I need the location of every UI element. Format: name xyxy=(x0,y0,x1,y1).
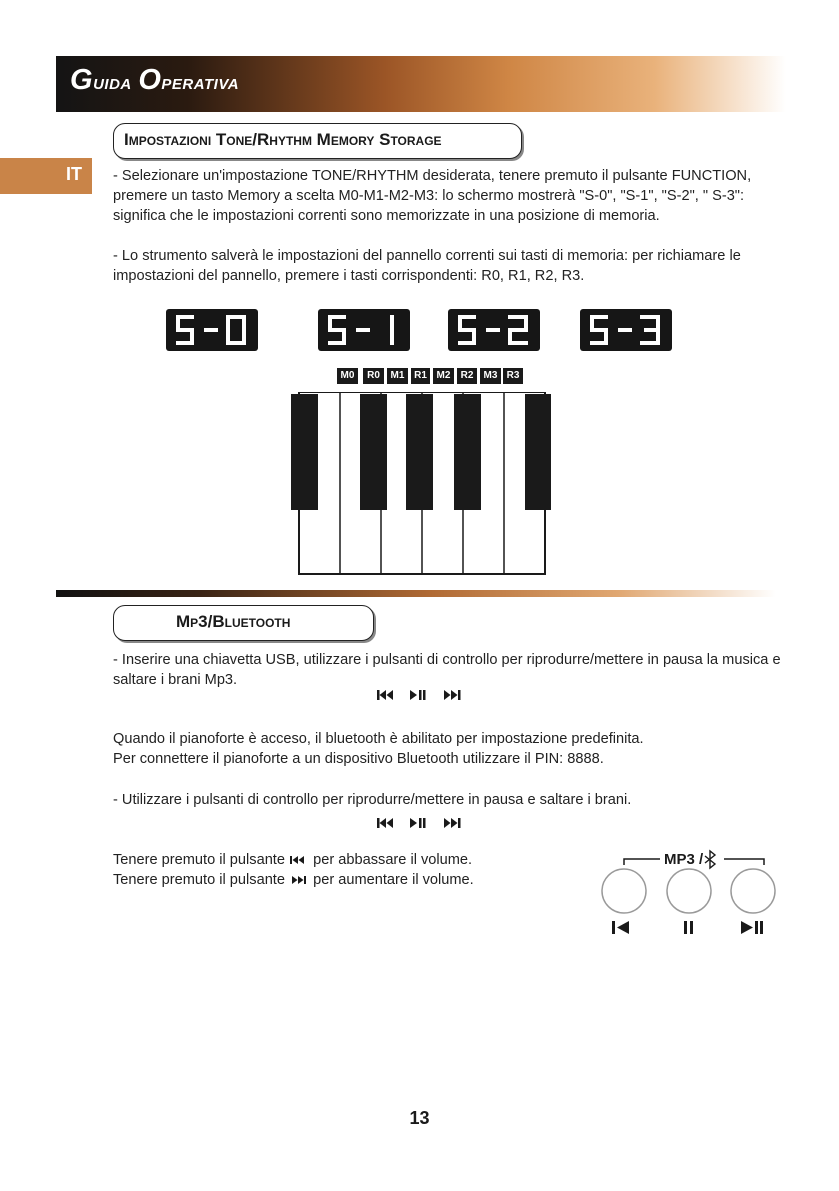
mp3-panel-graphic xyxy=(600,845,780,945)
header-bar xyxy=(56,56,786,112)
section-divider xyxy=(56,590,776,597)
lcd-display-s2 xyxy=(448,309,540,351)
memory-label-r1: R1 xyxy=(411,368,430,384)
memory-label-r3: R3 xyxy=(503,368,523,384)
play-pause-icon xyxy=(410,690,426,700)
play-pause-icon xyxy=(410,818,426,828)
next-track-icon xyxy=(741,921,763,934)
mp3-bluetooth-panel xyxy=(600,845,780,945)
pause-icon xyxy=(684,921,693,934)
piano-keyboard xyxy=(289,392,553,578)
title-initial-2: O xyxy=(138,64,162,96)
volume-up-suffix: per aumentare il volume. xyxy=(313,872,474,888)
section-title-memory-storage xyxy=(113,123,522,159)
mp3-paragraph-3: - Utilizzare i pulsanti di controllo per riprodurre/mettere in pausa e saltare i brani. xyxy=(113,792,632,808)
memory-label-m0: M0 xyxy=(337,368,358,384)
memory-label-m3: M3 xyxy=(480,368,501,384)
bluetooth-icon xyxy=(705,851,715,868)
volume-down-suffix: per abbassare il volume. xyxy=(313,852,473,868)
control-icons-row-2 xyxy=(376,815,466,831)
play-pause-button[interactable] xyxy=(667,869,711,913)
memory-paragraph-2: - Lo strumento salverà le impostazioni del pannello correnti sui tasti di memoria: per richiamare le impostazioni del pannello, premere i tasti corrispondenti: R0, R1, R2, R3. xyxy=(113,248,741,284)
next-track-button[interactable] xyxy=(731,869,775,913)
bluetooth-line-1: Quando il pianoforte è acceso, il bluetooth è abilitato per impostazione predefinita. xyxy=(113,731,644,747)
language-tab-label: IT xyxy=(66,164,82,184)
previous-track-icon xyxy=(377,818,393,828)
lcd-display-s0 xyxy=(166,309,258,351)
lcd-display-s3 xyxy=(580,309,672,351)
next-track-icon xyxy=(289,874,309,886)
section-title-mp3-bluetooth xyxy=(113,605,374,641)
next-track-icon xyxy=(444,818,461,828)
title-initial-1: G xyxy=(70,64,94,96)
lcd-display-s1 xyxy=(318,309,410,351)
previous-track-button[interactable] xyxy=(602,869,646,913)
memory-label-m2: M2 xyxy=(433,368,454,384)
section1-title-text: Impostazioni Tone/Rhythm Memory Storage xyxy=(124,130,442,149)
previous-track-icon xyxy=(612,921,629,934)
title-rest-1: uida xyxy=(93,69,132,94)
mp3-panel-label: MP3 / xyxy=(664,851,704,868)
language-tab xyxy=(0,158,92,194)
next-track-icon xyxy=(444,690,461,700)
memory-paragraph-1: - Selezionare un'impostazione TONE/RHYTHM desiderata, tenere premuto il pulsante FUNCTION, premere un tasto Memory a scelta M0-M1-M2-M3: lo schermo mostrerà "S-0", "S-1", "S-2", " S-3": significa che le impostazioni correnti sono memorizzate in una posizione di memoria. xyxy=(113,168,752,224)
lcd-s1-graphic xyxy=(318,309,410,351)
previous-track-icon xyxy=(289,854,309,866)
bluetooth-line-2: Per connettere il pianoforte a un dispositivo Bluetooth utilizzare il PIN: 8888. xyxy=(113,751,604,767)
memory-label-r2: R2 xyxy=(457,368,477,384)
volume-down-prefix: Tenere premuto il pulsante xyxy=(113,852,285,868)
piano-keyboard-graphic xyxy=(289,392,553,578)
control-icons-row-1 xyxy=(376,687,466,703)
previous-track-icon xyxy=(377,690,393,700)
lcd-s3-graphic xyxy=(580,309,672,351)
section2-title-text: Mp3/Bluetooth xyxy=(176,612,291,631)
memory-label-r0: R0 xyxy=(363,368,384,384)
page-title xyxy=(70,64,239,97)
mp3-paragraph-1: - Inserire una chiavetta USB, utilizzare i pulsanti di controllo per riprodurre/mettere in pausa la musica e saltare i brani Mp3. xyxy=(113,652,781,688)
lcd-s2-graphic xyxy=(448,309,540,351)
page-number: 13 xyxy=(409,1108,430,1128)
title-rest-2: perativa xyxy=(161,69,240,94)
volume-up-prefix: Tenere premuto il pulsante xyxy=(113,872,285,888)
lcd-s0-graphic xyxy=(166,309,258,351)
memory-label-m1: M1 xyxy=(387,368,408,384)
